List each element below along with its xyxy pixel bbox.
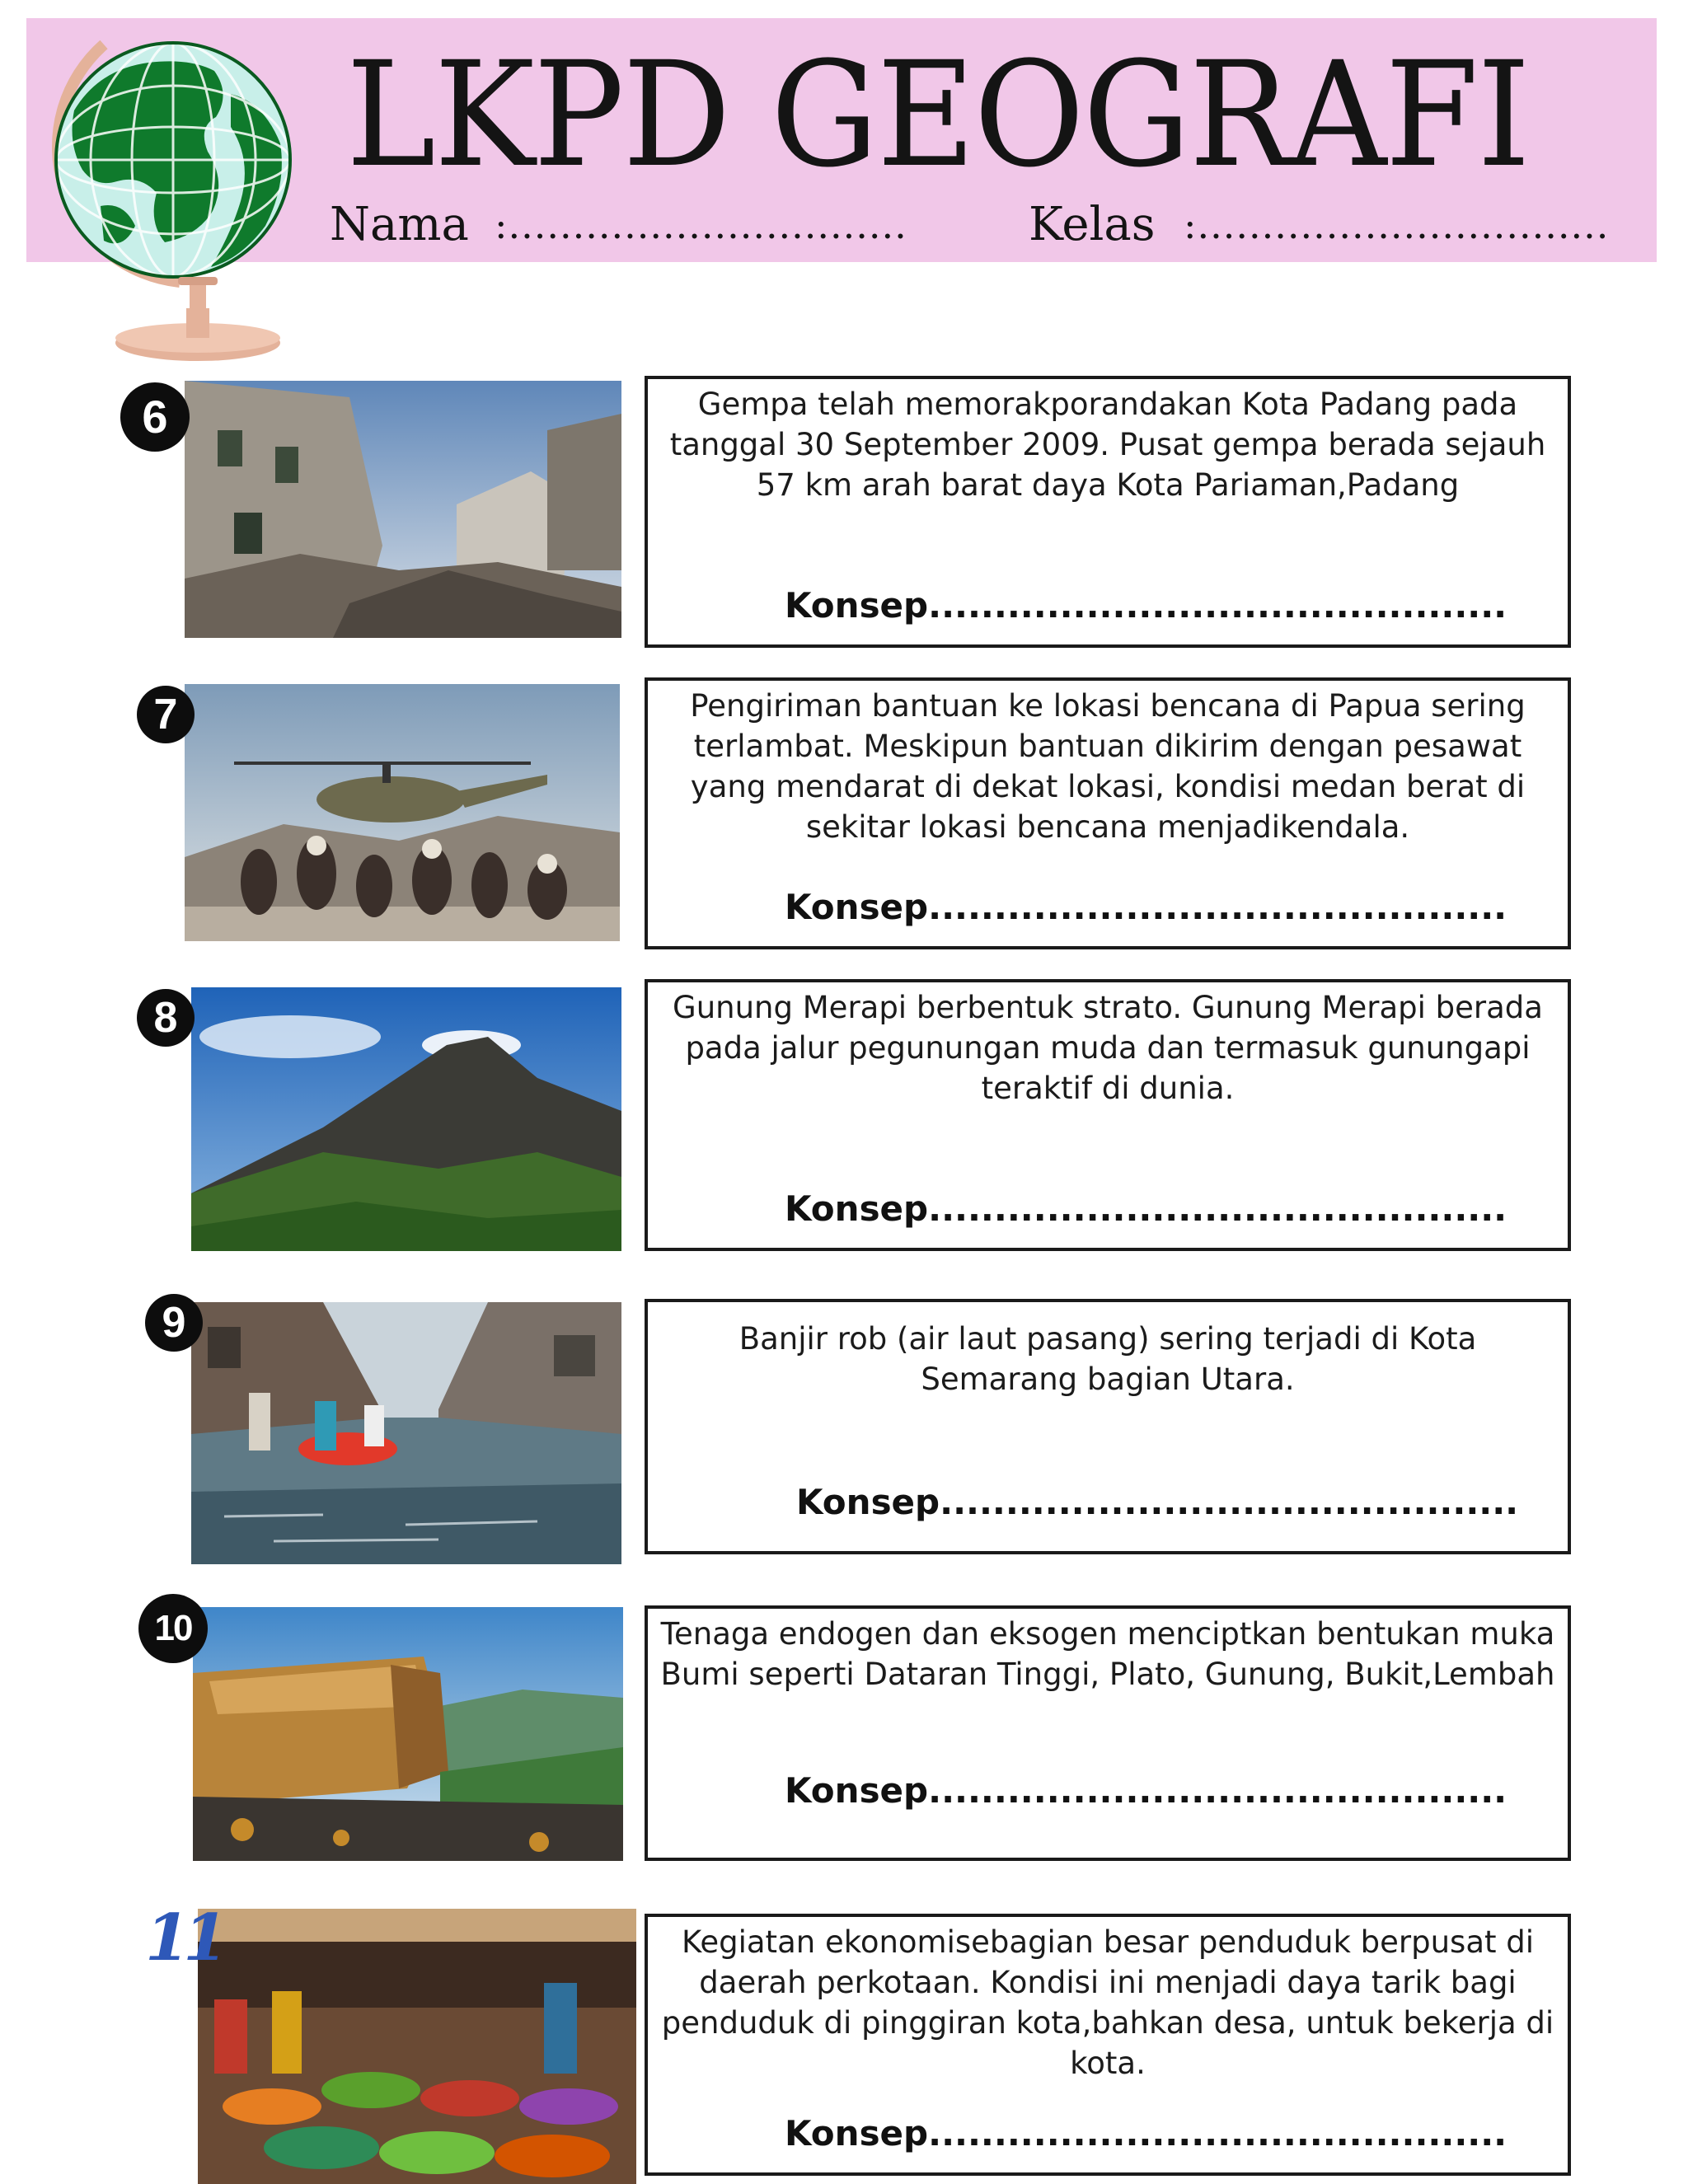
konsep-field[interactable]: Konsep............................................ (785, 585, 1507, 626)
plateau-cliff-photo (193, 1607, 623, 1861)
globe-icon (25, 20, 305, 366)
item-number: 7 (137, 686, 195, 743)
item-number: 11 (145, 1900, 222, 1975)
question-text: Kegiatan ekonomisebagian besar penduduk berpusat di daerah perkotaan. Kondisi ini menjadi daya tarik bagi penduduk di pinggiran kota,bahkan desa, untuk bekerja di kota. (661, 1924, 1554, 2081)
page-title: LKPD GEOGRAFI (346, 30, 1530, 199)
question-box (645, 1605, 1571, 1861)
konsep-field[interactable]: Konsep............................................ (785, 1770, 1507, 1811)
question-text: Pengiriman bantuan ke lokasi bencana di Papua sering terlambat. Meskipun bantuan dikirim dengan pesawat yang mendarat di dekat lokasi, kondisi medan berat di sekitar lokasi bencana menjadikendala. (690, 688, 1526, 845)
nama-field[interactable]: :............................... (495, 203, 907, 247)
question-box (645, 979, 1571, 1251)
konsep-field[interactable]: Konsep............................................ (785, 887, 1507, 927)
question-box (645, 677, 1571, 949)
question-text: Banjir rob (air laut pasang) sering terjadi di Kota Semarang bagian Utara. (738, 1321, 1477, 1397)
kelas-field[interactable]: :................................ (1184, 203, 1610, 247)
konsep-field[interactable]: Konsep............................................ (785, 1188, 1507, 1229)
volcano-photo (191, 987, 621, 1251)
konsep-field[interactable]: Konsep............................................ (796, 1482, 1519, 1522)
flooded-street-photo (191, 1302, 621, 1564)
question-text: Gempa telah memorakporandakan Kota Padang pada tanggal 30 September 2009. Pusat gempa berada sejauh 57 km arah barat daya Kota Pariaman,Padang (669, 387, 1546, 503)
vegetable-market-photo (198, 1909, 636, 2184)
earthquake-ruins-photo (185, 381, 621, 638)
item-number: 6 (120, 382, 190, 452)
question-box (645, 1914, 1571, 2176)
item-number: 8 (137, 989, 195, 1047)
konsep-field[interactable]: Konsep............................................ (785, 2113, 1507, 2154)
nama-label: Nama (330, 198, 469, 251)
item-number: 9 (145, 1294, 203, 1352)
question-box (645, 376, 1571, 648)
question-text: Gunung Merapi berbentuk strato. Gunung Merapi berada pada jalur pegunungan muda dan termasuk gunungapi teraktif di dunia. (673, 990, 1543, 1106)
kelas-label: Kelas (1029, 198, 1156, 251)
question-text: Tenaga endogen dan eksogen menciptkan bentukan muka Bumi seperti Dataran Tinggi, Plato, Gunung, Bukit,Lembah (660, 1616, 1555, 1692)
helicopter-aid-photo (185, 684, 620, 941)
question-box (645, 1299, 1571, 1554)
item-number: 10 (138, 1594, 208, 1663)
